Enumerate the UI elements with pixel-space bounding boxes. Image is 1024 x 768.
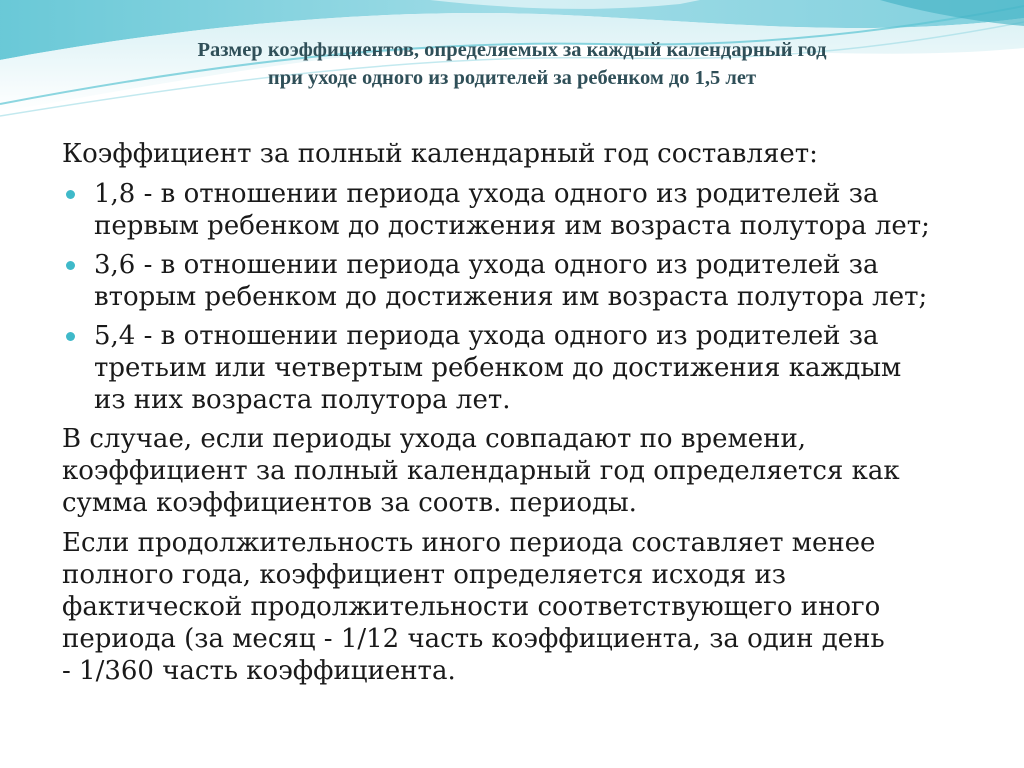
paragraph-line: полного года, коэффициент определяется исходя из (62, 560, 786, 590)
intro-paragraph (62, 138, 982, 170)
slide-body (62, 138, 982, 695)
slide-title-line-2: при уходе одного из родителей за ребенком до 1,5 лет (267, 67, 757, 89)
slide-title (40, 36, 984, 92)
overlap-paragraph (62, 423, 982, 519)
bullet-icon (66, 190, 75, 199)
paragraph-line: - 1/360 часть коэффициента. (62, 656, 456, 686)
paragraph-line: коэффициент за полный календарный год определяется как (62, 456, 900, 486)
partial-period-paragraph (62, 527, 982, 687)
paragraph-line: В случае, если периоды ухода совпадают по времени, (62, 424, 807, 454)
coefficient-list (62, 178, 982, 416)
paragraph-line: Если продолжительность иного периода составляет менее (62, 528, 876, 558)
intro-text: Коэффициент за полный календарный год составляет: (62, 139, 818, 169)
bullet-icon (66, 261, 75, 270)
bullet-icon (66, 332, 75, 341)
paragraph-line: периода (за месяц - 1/12 часть коэффициента, за один день (62, 624, 885, 654)
list-item (62, 178, 982, 242)
list-item-line: 5,4 - в отношении периода ухода одного из родителей за (94, 321, 879, 351)
list-item (62, 320, 982, 416)
list-item-line: первым ребенком до достижения им возраста полутора лет; (94, 211, 930, 241)
list-item-line: 3,6 - в отношении периода ухода одного из родителей за (94, 250, 879, 280)
list-item (62, 249, 982, 313)
list-item-line: третьим или четвертым ребенком до достижения каждым (94, 353, 902, 383)
list-item-line: вторым ребенком до достижения им возраста полутора лет; (94, 282, 928, 312)
list-item-line: из них возраста полутора лет. (94, 385, 511, 415)
slide-title-line-1: Размер коэффициентов, определяемых за каждый календарный год (197, 39, 827, 61)
paragraph-line: сумма коэффициентов за соотв. периоды. (62, 488, 637, 518)
paragraph-line: фактической продолжительности соответствующего иного (62, 592, 881, 622)
list-item-line: 1,8 - в отношении периода ухода одного из родителей за (94, 179, 879, 209)
